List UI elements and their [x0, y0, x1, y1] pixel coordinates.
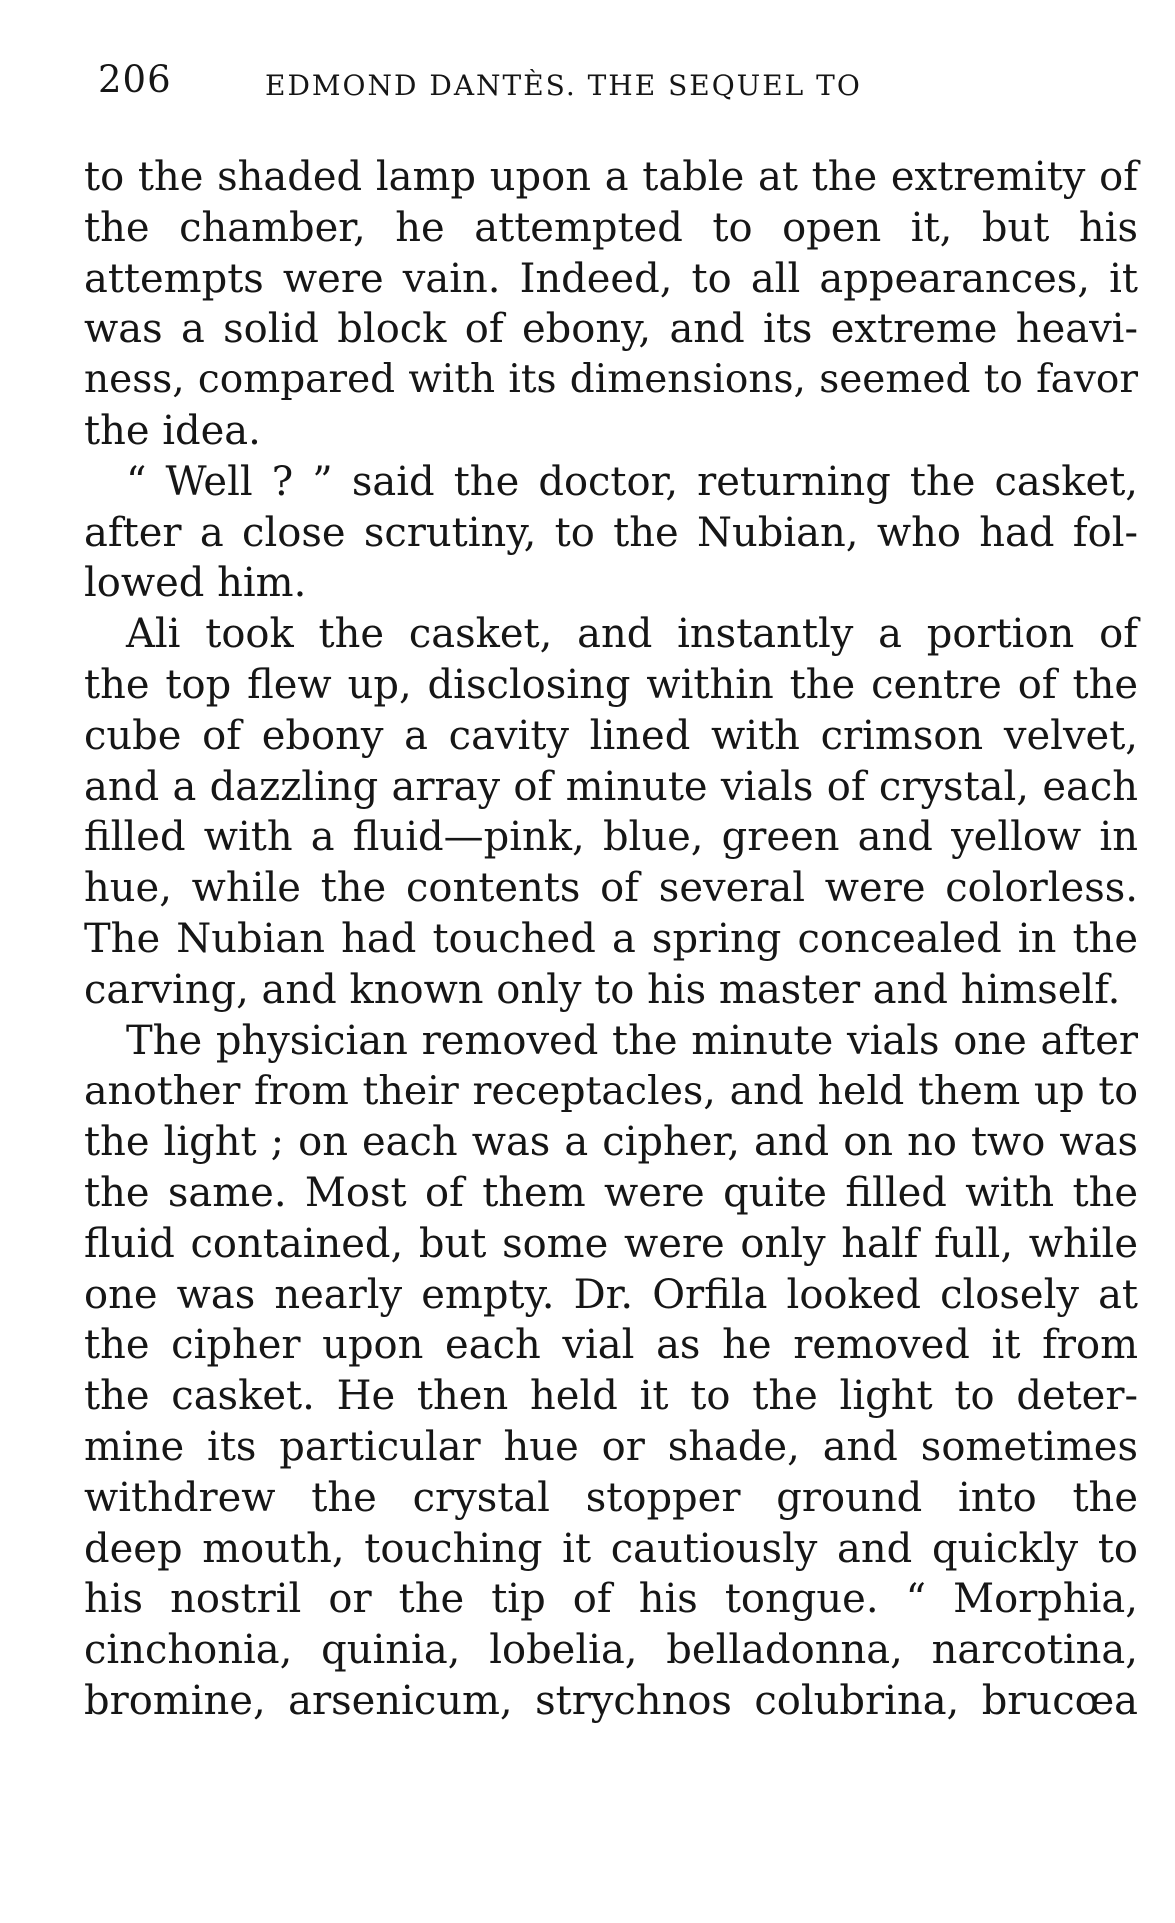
text-line: his nostril or the tip of his tongue. “ Morphia,: [84, 1576, 1138, 1623]
text-line: the casket. He then held it to the light to deter-: [84, 1373, 1138, 1420]
text-line: the chamber, he attempted to open it, but his: [84, 204, 1138, 251]
text-line: fluid contained, but some were only half full, while: [84, 1220, 1138, 1267]
running-head: [98, 58, 1115, 108]
body-text: [84, 152, 1138, 1727]
text-line: ness, compared with its dimensions, seemed to favor: [84, 357, 1138, 403]
paragraph: [84, 457, 1138, 609]
text-line: The physician removed the minute vials one after: [126, 1017, 1138, 1064]
paragraph: [84, 609, 1138, 1015]
text-line: deep mouth, touching it cautiously and quickly to: [84, 1525, 1138, 1572]
text-line: withdrew the crystal stopper ground into the: [84, 1474, 1138, 1521]
text-line: mine its particular hue or shade, and sometimes: [84, 1423, 1138, 1470]
text-line: cube of ebony a cavity lined with crimson velvet,: [84, 712, 1138, 759]
text-line: and a dazzling array of minute vials of crystal, each: [84, 763, 1138, 810]
page-number: 206: [98, 58, 172, 101]
paragraph: [84, 152, 1138, 457]
text-line: to the shaded lamp upon a table at the extremity of: [84, 154, 1138, 200]
text-line: hue, while the contents of several were colorless.: [84, 865, 1138, 912]
paragraph: [84, 1016, 1138, 1727]
text-line: carving, and known only to his master and himself.: [84, 966, 1121, 1013]
text-line: bromine, arsenicum, strychnos colubrina, brucœa: [84, 1677, 1138, 1724]
text-line: the same. Most of them were quite filled with the: [84, 1169, 1138, 1216]
text-line: cinchonia, quinia, lobelia, belladonna, narcotina,: [84, 1627, 1138, 1674]
text-line: Ali took the casket, and instantly a portion of: [126, 611, 1138, 658]
text-line: The Nubian had touched a spring concealed in the: [84, 915, 1138, 962]
text-line: the top flew up, disclosing within the centre of the: [84, 661, 1138, 708]
text-line: one was nearly empty. Dr. Orfila looked closely at: [84, 1271, 1138, 1318]
text-line: attempts were vain. Indeed, to all appearances, it: [84, 255, 1138, 302]
text-line: after a close scrutiny, to the Nubian, who had fol-: [84, 509, 1138, 556]
text-line: filled with a fluid—pink, blue, green and yellow in: [84, 814, 1138, 861]
text-line: the cipher upon each vial as he removed it from: [84, 1322, 1138, 1369]
text-line: another from their receptacles, and held them up to: [84, 1068, 1138, 1115]
text-line: lowed him.: [84, 560, 307, 607]
text-line: “ Well ? ” said the doctor, returning the casket,: [126, 458, 1138, 505]
running-title: EDMOND DANTÈS. THE SEQUEL TO: [265, 69, 862, 102]
text-line: the idea.: [84, 407, 261, 454]
text-line: was a solid block of ebony, and its extreme heavi-: [84, 306, 1138, 353]
text-line: the light ; on each was a cipher, and on no two was: [84, 1119, 1138, 1166]
